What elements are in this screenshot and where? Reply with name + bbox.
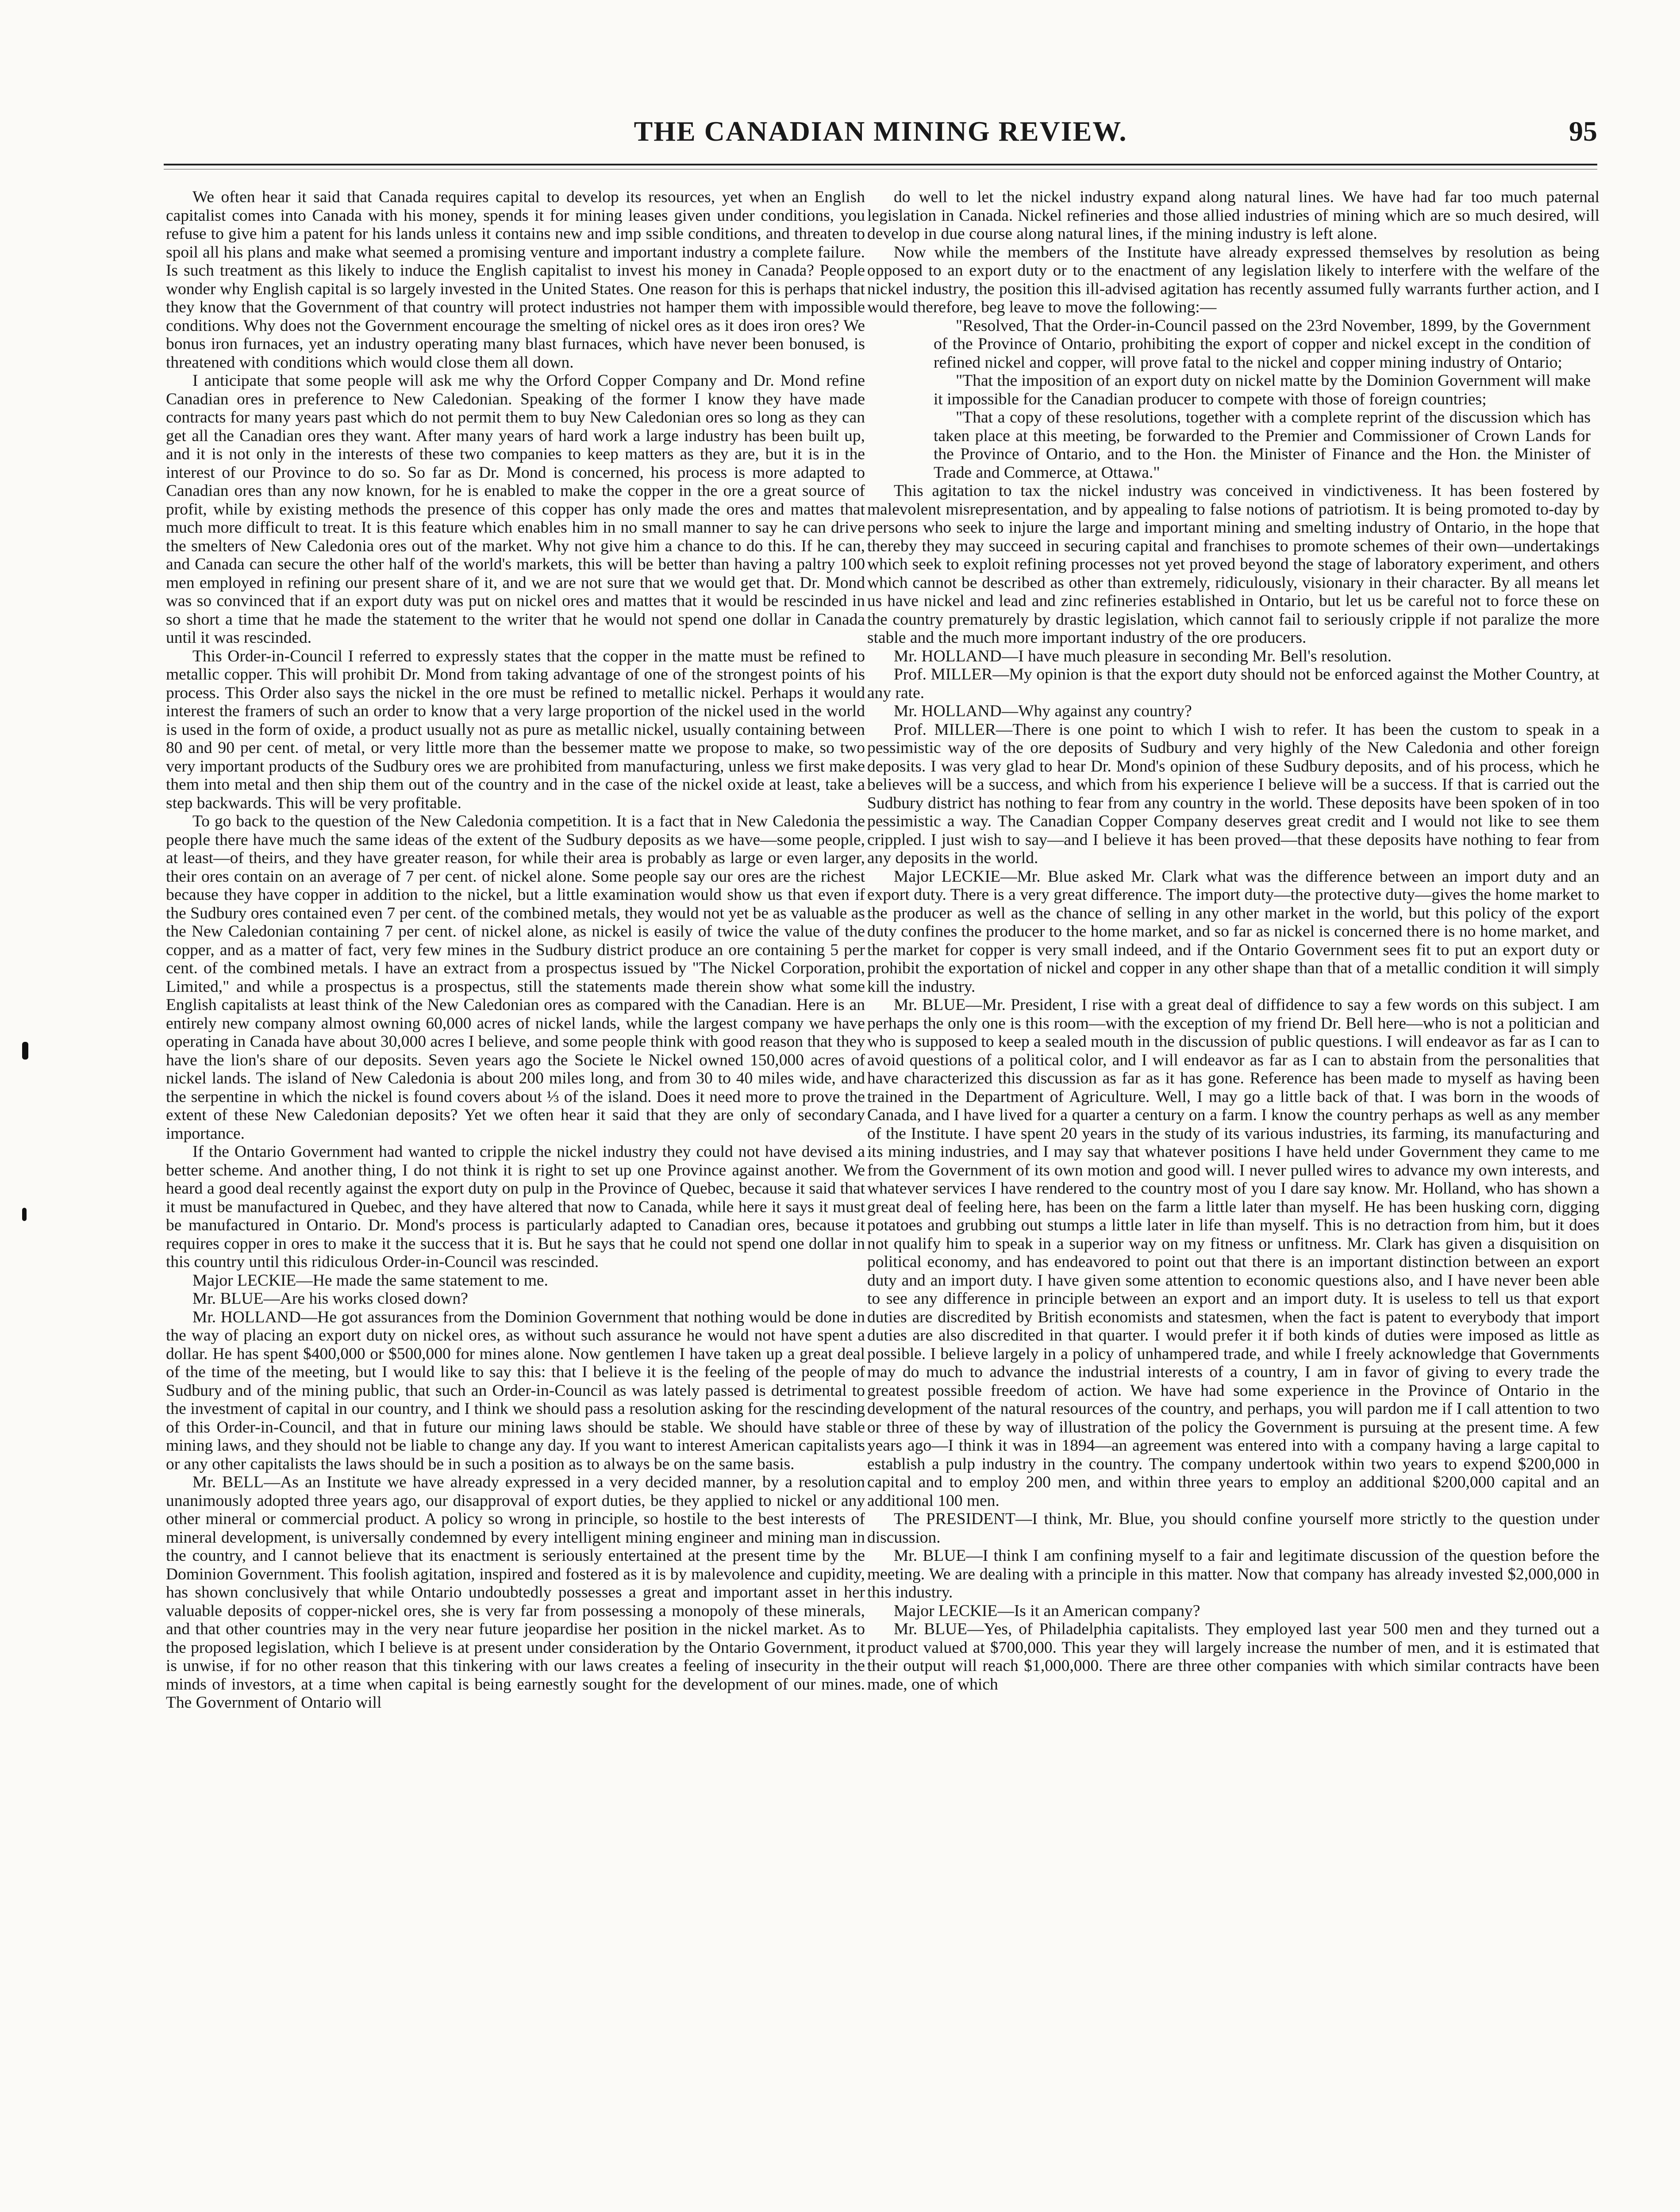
margin-blot (22, 1208, 27, 1221)
speech: The PRESIDENT—I think, Mr. Blue, you should confine yourself more strictly to the question under discussion. (867, 1510, 1599, 1547)
speech: Mr. BLUE—I think I am confining myself to a fair and legitimate discussion of the question before the meeting. We are dealing with a principle in this matter. Now that company has already invested $2,000,000 in this industry. (867, 1547, 1599, 1601)
speech: Mr. BLUE—Are his works closed down? (192, 1290, 468, 1308)
left-column (166, 188, 865, 1712)
resolution-quote: "Resolved, That the Order-in-Council passed on the 23rd November, 1899, by the Government of the Province of Ontario, prohibiting the export of copper and nickel except in the condition of refined nickel and copper, will prove fatal to the nickel and copper mining industry of Ontario; (934, 316, 1591, 372)
paragraph: This Order-in-Council I referred to expressly states that the copper in the matte must be refined to metallic copper. This will prohibit Dr. Mond from taking advantage of one of the strongest points of his process. This Order also says the nickel in the ore must be refined to metallic nickel. Perhaps it would interest the framers of such an order to know that a very large proportion of the nickel used in the world is used in the form of oxide, a product usually not as pure as metallic nickel, usually containing between 80 and 90 per cent. of metal, or very little more than the bessemer matte we propose to make, so two very important products of the Sudbury ores we are prohibited from manufacturing, unless we first make them into metal and then ship them out of the country and in the case of the nickel oxide at least, take a step backwards. This will be very profitable. (166, 647, 865, 812)
journal-title: THE CANADIAN MINING REVIEW. (634, 115, 1127, 147)
header-rule (164, 164, 1597, 165)
margin-blot (22, 1042, 28, 1060)
speech: Mr. HOLLAND—I have much pleasure in seconding Mr. Bell's resolution. (894, 647, 1392, 665)
paragraph: do well to let the nickel industry expand along natural lines. We have had far too much paternal legislation in Canada. Nickel refineries and those allied industries of mining which are so much desired, will develop in due course along natural lines, if the mining industry is left alone. (867, 188, 1599, 243)
speech: Mr. HOLLAND—He got assurances from the Dominion Government that nothing would be done in the way of placing an export duty on nickel ores, as without such assurance he would not have spent a dollar. He has spent $400,000 or $500,000 for mines alone. Now gentlemen I have taken up a great deal of the time of the meeting, but I would like to say this: that I believe it is the feeling of the people of Sudbury and of the mining public, that such an Order-in-Council as was lately passed is detrimental to the investment of capital in our country, and I think we should pass a resolution asking for the rescinding of this Order-in-Council, and that in future our mining laws should be stable. We should have stable mining laws, and they should not be liable to change any day. If you want to interest American capitalists or any other capitalists the laws should be in such a position as to always be on the same basis. (166, 1308, 865, 1473)
speech: Mr. BLUE—Yes, of Philadelphia capitalists. They employed last year 500 men and they turned out a product valued at $700,000. This year they will largely increase the number of men, and it is estimated that their output will reach $1,000,000. There are three other companies with which similar contracts have been made, one of which (867, 1620, 1599, 1694)
speech: Mr. BELL—As an Institute we have already expressed in a very decided manner, by a resolution unanimously adopted three years ago, our disapproval of export duties, be they applied to nickel or any other mineral or commercial product. A policy so wrong in principle, so hostile to the best interests of mineral development, is universally condemned by every intelligent mining engineer and mining man in the country, and I cannot believe that its enactment is seriously entertained at the present time by the Dominion Government. This foolish agitation, inspired and fostered as it is by malevolence and cupidity, has shown conclusively that while Ontario undoubtedly possesses a great and important asset in her valuable deposits of copper-nickel ores, she is very far from possessing a monopoly of these minerals, and that other countries may in the very near future jeopardise her position in the nickel market. As to the proposed legislation, which I believe is at present under consideration by the Ontario Government, it is unwise, if for no other reason that this tinkering with our laws creates a feeling of insecurity in the minds of investors, at a time when capital is being earnestly sought for the development of our mines. The Government of Ontario will (166, 1473, 865, 1712)
page-number: 95 (1569, 115, 1597, 147)
paragraph: This agitation to tax the nickel industry was conceived in vindictiveness. It has been fostered by malevolent misrepresentation, and by appealing to false notions of patriotism. It is being promoted to-day by persons who seek to injure the large and important mining and smelting industry of Ontario, in the hope that thereby they may succeed in securing capital and franchises to promote schemes of their own—undertakings which seek to exploit refining processes not yet proved beyond the stage of laboratory experiment, and others which cannot be described as other than extremely, ridiculously, visionary in their character. By all means let us have nickel and lead and zinc refineries established in Ontario, but let us be careful not to force these on the country prematurely by drastic legislation, which cannot fail to seriously cripple if not paralize the more stable and the much more important industry of the ore producers. (867, 482, 1599, 647)
speech: Mr. BLUE—Mr. President, I rise with a great deal of diffidence to say a few words on this subject. I am perhaps the only one is this room—with the exception of my friend Dr. Bell here—who is not a politician and who is supposed to keep a sealed mouth in the discussion of public questions. I will endeavor as far as I can to avoid questions of a political color, and I will endeavor as far as I can to abstain from the personalities that have characterized this discussion as far as it has gone. Reference has been made to myself as having been trained in the Department of Agriculture. Well, I may go a little back of that. I was born in the woods of Canada, and I have lived for a quarter a century on a farm. I know the country perhaps as well as any member of the Institute. I have spent 20 years in the study of its various industries, its farming, its manufacturing and its mining industries, and I may say that whatever positions I have held under Government they came to me from the Government of its own motion and good will. I never pulled wires to advance my own interests, and whatever services I have rendered to the country most of you I dare say know. Mr. Holland, who has shown a great deal of feeling here, has been on the farm a little later than myself. He has been husking corn, digging potatoes and grubbing out stumps a little later in life than myself. This is no detraction from him, but it does not qualify him to speak in a superior way on my fitness or unfitness. Mr. Clark has given a disquisition on political economy, and has endeavored to point out that there is an important distinction between an export duty and an import duty. I have given some attention to economic questions also, and I have never been able to see any difference in principle between an export and an import duty. It is useless to tell us that export duties are discredited by British economists and statesmen, when the fact is patent to everybody that import duties are also discredited in that quarter. I would prefer it if both kinds of duties were imposed as little as possible. I believe largely in a policy of unhampered trade, and while I freely acknowledge that Governments may do much to advance the industrial interests of a country, I am in favor of giving to every trade the greatest possible freedom of action. We have had some experience in the Province of Ontario in the development of the natural resources of the country, and perhaps, you will pardon me if I call attention to two or three of these by way of illustration of the policy the Government is pursuing at the present time. A few years ago—I think it was in 1894—an agreement was entered into with a company having a large capital to establish a pulp industry in the country. The company undertook within two years to expend $200,000 in capital and to employ 200 men, and within three years to employ an additional $200,000 capital and an additional 100 men. (867, 996, 1599, 1510)
speech: Major LECKIE—He made the same statement to me. (192, 1271, 548, 1290)
page-header (164, 111, 1597, 164)
paragraph: If the Ontario Government had wanted to cripple the nickel industry they could not have devised a better scheme. And another thing, I do not think it is right to set up one Province against another. We heard a good deal recently against the export duty on pulp in the Province of Quebec, because it said that it must be manufactured in Quebec, and they have altered that now to Canada, while here it says it must be manufactured in Ontario. Dr. Mond's process is particularly adapted to Canadian ores, because it requires copper in ores to make it the success that it is. But he says that he could not spend one dollar in this country until this ridiculous Order-in-Council was rescinded. (166, 1143, 865, 1271)
paragraph: We often hear it said that Canada requires capital to develop its resources, yet when an English capitalist comes into Canada with his money, spends it for mining leases given under conditions, you refuse to give him a patent for his lands unless it contains new and imp ssible conditions, and threaten to spoil all his plans and make what seemed a promising venture and important industry a complete failure. Is such treatment as this likely to induce the English capitalist to invest his money in Canada? People wonder why English capital is so largely invested in the United States. One reason for this is perhaps that they know that the Government of that country will protect industries not hamper them with impossible conditions. Why does not the Government encourage the smelting of nickel ores as it does iron ores? We bonus iron furnaces, yet an industry operating many blast furnaces, which have never been bonused, is threatened with conditions which would close them all down. (166, 188, 865, 372)
paragraph: Now while the members of the Institute have already expressed themselves by resolution as being opposed to an export duty or to the enactment of any legislation likely to interfere with the welfare of the nickel industry, the position this ill-advised agitation has recently assumed fully warrants further action, and I would therefore, beg leave to move the following:— (867, 243, 1599, 316)
paragraph: To go back to the question of the New Caledonia competition. It is a fact that in New Caledonia the people there have much the same ideas of the extent of the Sudbury deposits as we have—some people, at least—of theirs, and they have greater reason, for while their area is probably as large or even larger, their ores contain on an average of 7 per cent. of nickel alone. Some people say our ores are the richest because they have copper in addition to the nickel, but a little examination would show us that even if the Sudbury ores contained even 7 per cent. of the combined metals, they would not yet be as valuable as the New Caledonian containing 7 per cent. of nickel alone, as nickel is easily of twice the value of the copper, and as a matter of fact, very few mines in the Sudbury district produce an ore containing 5 per cent. of the combined metals. I have an extract from a prospectus issued by "The Nickel Corporation, Limited," and while a prospectus is a prospectus, still the statements made therein show what some English capitalists at least think of the New Caledonian ores as compared with the Canadian. Here is an entirely new company almost owning 60,000 acres of nickel lands, while the largest company we have operating in Canada have about 30,000 acres I believe, and some people think with good reason that they have the lion's share of our deposits. Seven years ago the Societe le Nickel owned 150,000 acres of nickel lands. The island of New Caledonia is about 200 miles long, and from 30 to 40 miles wide, and the serpentine in which the nickel is found covers about ⅓ of the island. Does it need more to prove the extent of these New Caledonian deposits? Yet we often hear it said that they are only of secondary importance. (166, 812, 865, 1143)
speech: Mr. HOLLAND—Why against any country? (894, 702, 1192, 720)
right-column (867, 188, 1599, 1694)
speech: Major LECKIE—Is it an American company? (894, 1601, 1200, 1620)
speech: Major LECKIE—Mr. Blue asked Mr. Clark what was the difference between an import duty and an export duty. There is a very great difference. The import duty—the protective duty—gives the home market to the producer as well as the chance of selling in any other market in the world, but this policy of the export duty confines the producer to the home market, and so far as nickel is concerned there is no home market, and the market for copper is very small indeed, and if the Ontario Government sees fit to put an export duty or prohibit the exportation of nickel and copper in any other shape than that of a metallic condition it will simply kill the industry. (867, 867, 1599, 996)
resolution-quote: "That the imposition of an export duty on nickel matte by the Dominion Government will make it impossible for the Canadian producer to compete with those of foreign countries; (934, 372, 1591, 408)
resolution-quote: "That a copy of these resolutions, together with a complete reprint of the discussion which has taken place at this meeting, be forwarded to the Premier and Commissioner of Crown Lands for the Province of Ontario, and to the Hon. the Minister of Finance and the Hon. the Minister of Trade and Commerce, at Ottawa." (934, 408, 1591, 482)
speech: Prof. MILLER—My opinion is that the export duty should not be enforced against the Mother Country, at any rate. (867, 665, 1599, 702)
paragraph: I anticipate that some people will ask me why the Orford Copper Company and Dr. Mond refine Canadian ores in preference to New Caledonian. Speaking of the former I know they have made contracts for many years past which do not permit them to buy New Caledonian ores so long as they can get all the Canadian ores they want. After many years of hard work a large industry has been built up, and it is not only in the interests of these two companies to keep matters as they are, but it is in the interest of our Province to do so. So far as Dr. Mond is concerned, his process is more adapted to Canadian ores than any now known, for he is enabled to make the copper in the ore a great source of profit, while by existing methods the presence of this copper has only made the ores and mattes that much more difficult to treat. It is this feature which enables him in no small manner to say he can drive the smelters of New Caledonia ores out of the market. Why not give him a chance to do this. If he can, and Canada can secure the other half of the world's markets, this will be better than having a paltry 100 men employed in refining our present share of it, and we are not sure that we would get that. Dr. Mond was so convinced that if an export duty was put on nickel ores and mattes that it would be rescinded in so short a time that he made the statement to the writer that he would not spend one dollar in Canada until it was rescinded. (166, 372, 865, 647)
speech: Prof. MILLER—There is one point to which I wish to refer. It has been the custom to speak in a pessimistic way of the ore deposits of Sudbury and very highly of the New Caledonia and other foreign deposits. I was very glad to hear Dr. Mond's opinion of these Sudbury deposits, and of his process, which he believes will be a success, and which from his experience I believe will be a success. If that is carried out the Sudbury district has nothing to fear from any country in the world. These deposits have been spoken of in too pessimistic a way. The Canadian Copper Company deserves great credit and I would not like to see them crippled. I just wish to say—and I believe it has been proved—that these deposits have nothing to fear from any deposits in the world. (867, 720, 1599, 867)
